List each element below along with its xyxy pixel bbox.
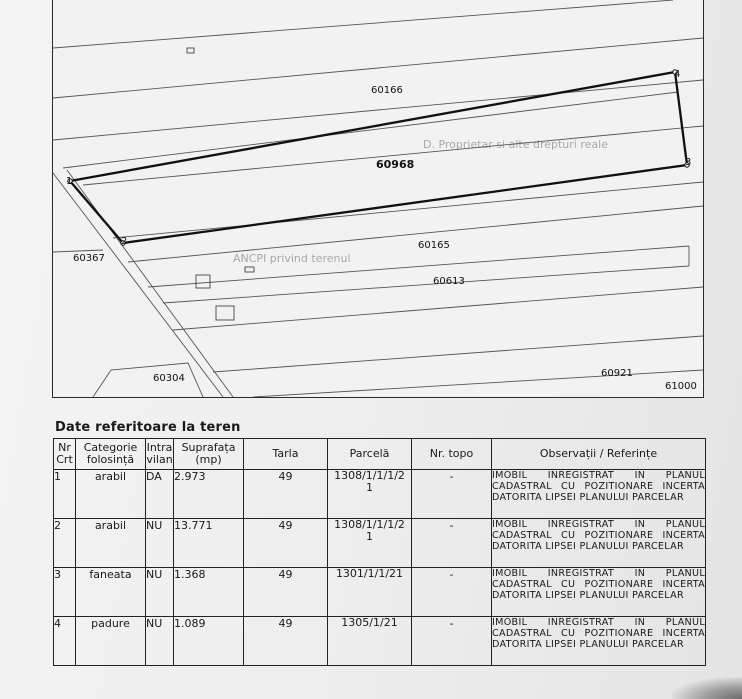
- cell-nr-topo: -: [412, 568, 492, 617]
- table-row: [54, 568, 706, 617]
- building-symbols: [187, 48, 254, 320]
- table-row: [54, 519, 706, 568]
- parcel-label-60165: 60165: [418, 240, 450, 251]
- cell-nr-topo: -: [412, 470, 492, 519]
- observatii-text: IMOBIL INREGISTRAT IN PLANUL CADASTRAL CU POZITIONARE INCERTA DATORITA LIPSEI PLANULUI PARCELAR: [492, 519, 705, 552]
- cell-tarla: 49: [244, 617, 328, 666]
- header-observatii: Observații / Referințe: [492, 439, 706, 470]
- cell-tarla: 49: [244, 568, 328, 617]
- cell-categorie: padure: [76, 617, 146, 666]
- ghost-text-1: D. Proprietar si alte drepturi reale: [423, 138, 608, 151]
- cell-tarla: 49: [244, 519, 328, 568]
- cell-parcela: 1308/1/1/1/2 1: [328, 470, 412, 519]
- header-parcela: Parcelă: [328, 439, 412, 470]
- cell-observatii: [492, 470, 706, 519]
- cell-nr-topo: -: [412, 519, 492, 568]
- header-categorie: Categorie folosință: [76, 439, 146, 470]
- cell-observatii: [492, 617, 706, 666]
- parcel-label-60921: 60921: [601, 368, 633, 379]
- observatii-text: IMOBIL INREGISTRAT IN PLANUL CADASTRAL CU POZITIONARE INCERTA DATORITA LIPSEI PLANULUI PARCELAR: [492, 568, 705, 601]
- observatii-text: IMOBIL INREGISTRAT IN PLANUL CADASTRAL CU POZITIONARE INCERTA DATORITA LIPSEI PLANULUI PARCELAR: [492, 617, 705, 650]
- cadastral-plan-drawing: [53, 0, 703, 397]
- header-intravilan: Intra vilan: [146, 439, 174, 470]
- cell-observatii: [492, 568, 706, 617]
- land-data-table: [53, 438, 706, 666]
- cell-nr-topo: -: [412, 617, 492, 666]
- parcel-label-60304: 60304: [153, 373, 185, 384]
- cell-parcela: 1305/1/21: [328, 617, 412, 666]
- parcel-label-61000: 61000: [665, 381, 697, 392]
- cell-parcela: 1308/1/1/1/2 1: [328, 519, 412, 568]
- cell-intravilan: NU: [146, 617, 174, 666]
- parcel-label-60367: 60367: [73, 253, 105, 264]
- table-title: Date referitoare la teren: [55, 420, 241, 435]
- ghost-text-2: ANCPI privind terenul: [233, 252, 351, 265]
- cell-suprafata: 1.089: [174, 617, 244, 666]
- parcel-boundaries: [53, 0, 703, 397]
- cell-suprafata: 1.368: [174, 568, 244, 617]
- table-row: [54, 617, 706, 666]
- table-header-row: [54, 439, 706, 470]
- cell-categorie: faneata: [76, 568, 146, 617]
- header-nr: Nr Crt: [54, 439, 76, 470]
- cell-intravilan: DA: [146, 470, 174, 519]
- parcel-label-60166: 60166: [371, 85, 403, 96]
- cell-observatii: [492, 519, 706, 568]
- cell-tarla: 49: [244, 470, 328, 519]
- observatii-text: IMOBIL INREGISTRAT IN PLANUL CADASTRAL CU POZITIONARE INCERTA DATORITA LIPSEI PLANULUI PARCELAR: [492, 470, 705, 503]
- cell-suprafata: 2.973: [174, 470, 244, 519]
- cell-categorie: arabil: [76, 519, 146, 568]
- header-suprafata: Suprafața (mp): [174, 439, 244, 470]
- table-row: [54, 470, 706, 519]
- vertex-label-3: 3: [685, 157, 692, 168]
- cell-nr: 2: [54, 519, 76, 568]
- cell-nr: 4: [54, 617, 76, 666]
- cell-intravilan: NU: [146, 568, 174, 617]
- vertex-label-4: 4: [674, 69, 681, 80]
- cell-nr: 1: [54, 470, 76, 519]
- vertex-label-1: 1: [66, 176, 73, 187]
- parcel-label-60613: 60613: [433, 276, 465, 287]
- cell-intravilan: NU: [146, 519, 174, 568]
- cell-categorie: arabil: [76, 470, 146, 519]
- header-tarla: Tarla: [244, 439, 328, 470]
- cell-nr: 3: [54, 568, 76, 617]
- cell-suprafata: 13.771: [174, 519, 244, 568]
- cell-parcela: 1301/1/1/21: [328, 568, 412, 617]
- header-nr-topo: Nr. topo: [412, 439, 492, 470]
- parcel-label-60968: 60968: [376, 158, 415, 171]
- cadastral-map: [52, 0, 704, 398]
- photo-corner-shadow: [672, 677, 742, 699]
- vertex-label-2: 2: [121, 236, 128, 247]
